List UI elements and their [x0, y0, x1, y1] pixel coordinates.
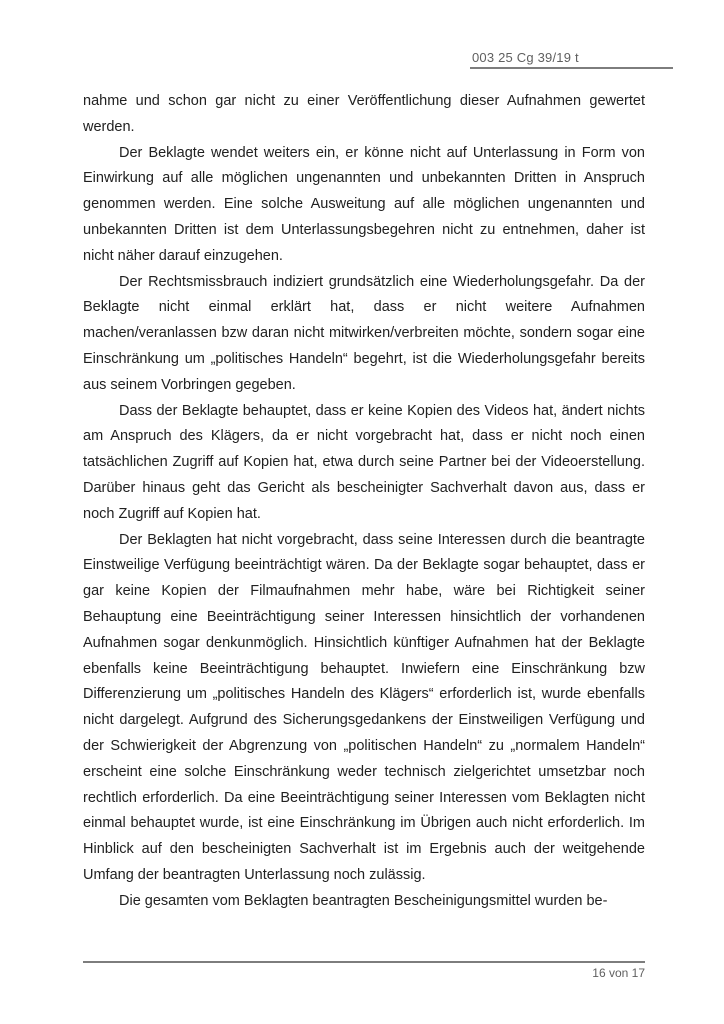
paragraph: Der Rechtsmissbrauch indiziert grundsätzlich eine Wiederholungsgefahr. Da der Beklagte nicht einmal erklärt hat, dass er nicht weitere Aufnahmen machen/veranlassen bzw daran nicht mitwirken/verbreiten möchte, sondern sogar eine Einschränkung um „politisches Handeln“ begehrt, ist die Wiederholungsgefahr bereits aus seinem Vorbringen gegeben. [83, 273, 645, 393]
paragraph: Die gesamten vom Beklagten beantragten Bescheinigungsmittel wurden be- [119, 892, 608, 909]
case-number: 003 25 Cg 39/19 t [472, 50, 579, 65]
paragraph: nahme und schon gar nicht zu einer Veröffentlichung dieser Aufnahmen gewertet werden. [83, 93, 645, 135]
paragraph: Dass der Beklagte behauptet, dass er keine Kopien des Videos hat, ändert nichts am Anspruch des Klägers, da er nicht vorgebracht hat, dass er nicht noch einen tatsächlichen Zugriff auf Kopien hat, etwa durch seine Partner bei der Videoerstellung. Darüber hinaus geht das Gericht als bescheinigter Sachverhalt davon aus, dass er noch Zugriff auf Kopien hat. [83, 402, 645, 522]
page-number: 16 von 17 [592, 966, 645, 980]
footer-rule [83, 961, 645, 963]
paragraph: Der Beklagten hat nicht vorgebracht, dass seine Interessen durch die beantragte Einstweilige Verfügung beeinträchtigt wären. Da der Beklagte sogar behauptet, dass er gar keine Kopien der Filmaufnahmen mehr habe, wäre bei Richtigkeit seiner Behauptung eine Beeinträchtigung seiner Interessen hinsichtlich der vorhandenen Aufnahmen sogar denkunmöglich. Hinsichtlich künftiger Aufnahmen hat der Beklagte ebenfalls keine Beeinträchtigung behauptet. Inwiefern eine Einschränkung bzw Differenzierung um „politisches Handeln des Klägers“ erforderlich ist, wurde ebenfalls nicht dargelegt. Aufgrund des Sicherungsgedankens der Einstweiligen Verfügung und der Schwierigkeit der Abgrenzung von „politischen Handeln“ zu „normalem Handeln“ erscheint eine solche Einschränkung weder technisch zielgerichtet umsetzbar noch rechtlich erforderlich. Da eine Beeinträchtigung seiner Interessen vom Beklagten nicht einmal behauptet wurde, ist eine Einschränkung im Übrigen auch nicht erforderlich. Im Hinblick auf den bescheinigten Sachverhalt ist im Ergebnis auch der weitgehende Umfang der beantragten Unterlassung noch zulässig. [83, 531, 645, 883]
header-rule [470, 67, 673, 69]
paragraph: Der Beklagte wendet weiters ein, er könne nicht auf Unterlassung in Form von Einwirkung auf alle möglichen ungenannten und unbekannten Dritten in Anspruch genommen werden. Eine solche Ausweitung auf alle möglichen ungenannten und unbekannten Dritten ist dem Unterlassungsbegehren nicht zu entnehmen, daher ist nicht näher darauf einzugehen. [83, 144, 645, 264]
document-body [83, 89, 645, 915]
